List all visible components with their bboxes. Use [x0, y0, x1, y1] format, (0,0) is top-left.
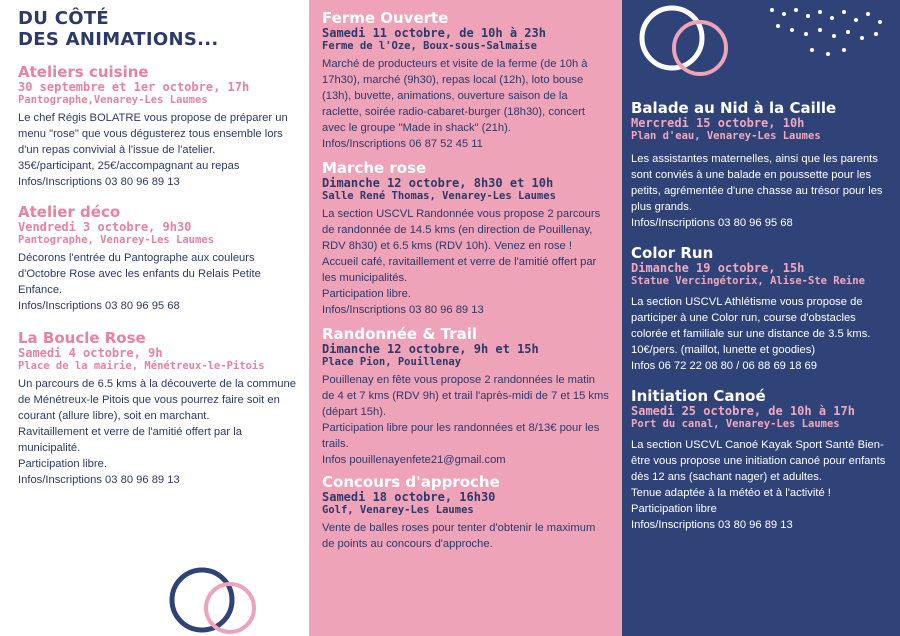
event-contact: Infos/Inscriptions 03 80 96 95 68 [631, 217, 793, 229]
event-text: Le chef Régis BOLATRE vous propose de préparer un menu "rose" que vous dégusterez tous ensemble lors d'un repas convivial à l'issue de l'atelier. [18, 112, 288, 156]
event-place: Plan d'eau, Venarey-Les Laumes [631, 130, 821, 142]
event-place: Port du canal, Venarey-Les Laumes [631, 418, 840, 430]
event-contact: Infos/Inscriptions 03 80 96 95 68 [18, 300, 180, 312]
event-description [322, 56, 610, 152]
event-price: 10€/pers. (maillot, lunette et goodies) [631, 344, 816, 356]
event-place: Ferme de l'Oze, Boux-sous-Salmaise [322, 40, 537, 52]
event-title: Balade au Nid à la Caille [631, 99, 837, 117]
event-randonnee-trail [322, 326, 610, 468]
event-text: Accueil café, ravitaillement et verre de l'amitié offert par les municipalités. [322, 256, 597, 284]
event-text: Tenue adaptée à la météo et à l'activité ! [631, 487, 831, 499]
event-la-boucle-rose [18, 330, 297, 488]
event-title: Marche rose [322, 159, 427, 177]
event-title: Atelier déco [18, 203, 121, 221]
event-marche-rose [322, 160, 610, 318]
event-description [322, 206, 610, 318]
event-date: Samedi 18 octobre, 16h30 [322, 490, 496, 504]
event-ferme-ouverte [322, 10, 610, 152]
event-color-run [631, 245, 890, 374]
event-title: La Boucle Rose [18, 329, 146, 347]
event-description [631, 151, 890, 231]
event-text: Participation libre. [322, 288, 411, 300]
event-description [18, 376, 297, 488]
event-title: Color Run [631, 244, 714, 262]
event-title: Ferme Ouverte [322, 9, 449, 27]
event-place: Salle René Thomas, Venarey-Les Laumes [322, 190, 556, 202]
event-contact: Infos/Inscriptions 03 80 96 89 13 [18, 176, 180, 188]
event-date: Dimanche 19 octobre, 15h [631, 261, 805, 275]
event-title: Ateliers cuisine [18, 63, 149, 81]
event-place: Place Pion, Pouillenay [322, 356, 462, 368]
event-place: Pantographe, Venarey-Les Laumes [18, 234, 214, 246]
event-text: Marché de producteurs et visite de la ferme (de 10h à 17h30), marché (9h30), repas local (12h), loto bouse (13h), buvette, animations, ouverture saison de la raclette, soirée radio-cabaret-burger (18h30), concert avec le groupe "Made in shack" (21h). [322, 58, 588, 134]
event-date: Dimanche 12 octobre, 9h et 15h [322, 342, 539, 356]
event-ateliers-cuisine [18, 64, 297, 190]
event-contact: Infos 06 72 22 08 80 / 06 88 69 18 69 [631, 360, 817, 372]
event-text: Participation libre [631, 503, 717, 515]
event-text: La section USCVL Athlétisme vous propose de participer à une Color run, course d'obstacles colorée et familiale sur une distance de 3.5 kms. [631, 296, 871, 340]
event-description [322, 520, 610, 552]
event-text: Participation libre. [18, 458, 107, 470]
page-title-line2: DES ANIMATIONS... [18, 29, 219, 50]
event-text: Pouillenay en fête vous propose 2 randonnées le matin de 4 et 7 kms (RDV 9h) et trail l'après-midi de 7 et 15 kms (départ 15h). [322, 374, 609, 418]
event-contact: Infos/Inscriptions 06 87 52 45 11 [322, 138, 483, 150]
event-atelier-deco [18, 204, 297, 314]
column-middle [309, 0, 622, 636]
event-date: Samedi 11 octobre, de 10h à 23h [322, 26, 546, 40]
event-place: Pantographe,Venarey-Les Laumes [18, 94, 208, 106]
event-description [322, 372, 610, 468]
event-date: Dimanche 12 octobre, 8h30 et 10h [322, 176, 554, 190]
event-text: Vente de balles roses pour tenter d'obtenir le maximum de points au concours d'approche. [322, 522, 596, 550]
event-date: Samedi 4 octobre, 9h [18, 346, 163, 360]
event-date: 30 septembre et 1er octobre, 17h [18, 80, 250, 94]
column-right [622, 0, 900, 636]
event-contact: Infos/Inscriptions 03 80 96 89 13 [322, 304, 484, 316]
top-spacer [631, 0, 890, 100]
event-description [631, 294, 890, 374]
page-title [18, 8, 297, 50]
event-place: Golf, Venarey-Les Laumes [322, 504, 474, 516]
event-text: Ravitaillement et verre de l'amitié offert par la municipalité. [18, 426, 242, 454]
event-text: Un parcours de 6.5 kms à la découverte de la commune de Ménétreux-le Pitois que vous pourrez faire soit en courant (allure libre), soit en marchant. [18, 378, 296, 422]
event-title: Initiation Canoé [631, 387, 766, 405]
page-title-line1: DU CÔTÉ [18, 8, 110, 29]
column-left [0, 0, 309, 636]
event-text: La section USCVL Canoé Kayak Sport Santé Bien-être vous propose une initiation canoé pour enfants dès 12 ans (sachant nager) et adultes. [631, 439, 886, 483]
event-initiation-canoe [631, 388, 890, 533]
event-text: Décorons l'entrée du Pantographe aux couleurs d'Octobre Rose avec les enfants du Relais Petite Enfance. [18, 252, 261, 296]
event-balade-nid-caille [631, 100, 890, 231]
event-text: Les assistantes maternelles, ainsi que les parents sont conviés à une balade en poussette pour les petits, agrémentée d'une chasse au trésor pour les plus grands. [631, 153, 883, 213]
event-date: Vendredi 3 octobre, 9h30 [18, 220, 192, 234]
event-place: Place de la mairie, Ménétreux-le-Pitois [18, 360, 265, 372]
event-contact: Infos/Inscriptions 03 80 96 89 13 [18, 474, 180, 486]
event-date: Samedi 25 octobre, de 10h à 17h [631, 404, 855, 418]
event-description [631, 437, 890, 533]
decorative-rings-icon [160, 546, 270, 636]
event-price: 35€/participant, 25€/accompagnant au repas [18, 160, 240, 172]
event-contact: Infos/Inscriptions 03 80 96 89 13 [631, 519, 793, 531]
event-title: Concours d'approche [322, 473, 500, 491]
event-text: La section USCVL Randonnée vous propose 2 parcours de randonnée de 14.5 kms (en direction de Pouillenay, RDV 8h30) et 6.5 kms (RDV 10h). Venez en rose ! [322, 208, 601, 252]
event-concours-approche [322, 474, 610, 552]
event-date: Mercredi 15 octobre, 10h [631, 116, 805, 130]
event-description [18, 110, 297, 190]
event-contact: Infos pouillenayenfete21@gmail.com [322, 454, 506, 466]
event-description [18, 250, 297, 314]
event-text: Participation libre pour les randonnées et 8/13€ pour les trails. [322, 422, 600, 450]
event-title: Randonnée & Trail [322, 325, 478, 343]
event-place: Statue Vercingétorix, Alise-Ste Reine [631, 275, 865, 287]
